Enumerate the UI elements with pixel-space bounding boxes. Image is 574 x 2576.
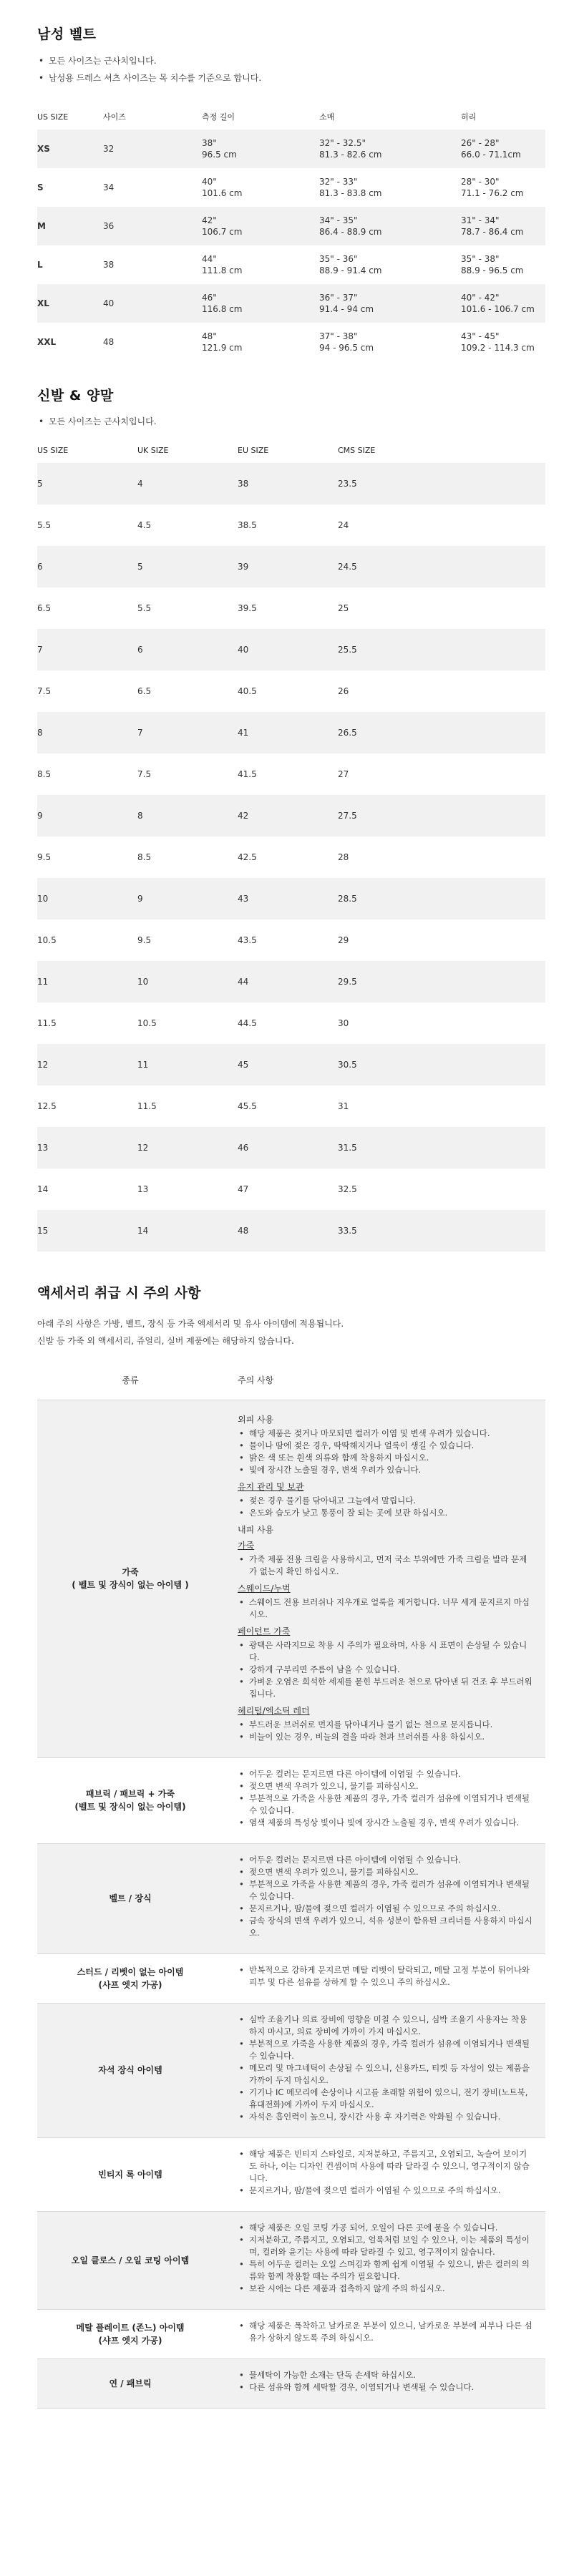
shoe-cell-eu: 40.5 (238, 686, 257, 696)
care-item: • 광택은 사라지므로 착용 시 주의가 필요하며, 사용 시 표면이 손상될 수 있습니다. (238, 1639, 534, 1664)
shoe-cell-eu: 39.5 (238, 603, 257, 613)
belt-cell-length: 48" 121.9 cm (202, 331, 243, 353)
care-item: • 반복적으로 강하게 문지르면 메탈 리벳이 탈락되고, 메탈 고정 부분이 튀어나와 피부 및 다른 섬유를 상하게 할 수 있으니 주의 하십시오. (238, 1964, 534, 1989)
care-list (238, 1964, 534, 1989)
shoe-header-cm: CMS SIZE (338, 446, 376, 455)
care-item: • 문지르거나, 땀/물에 젖으면 컬러가 이염될 수 있으므로 주의 하십시오. (238, 2185, 534, 2197)
care-subheading: 외피 사용 (238, 1414, 274, 1425)
belt-size-table (37, 112, 545, 361)
belt-header-length: 측정 길이 (202, 112, 235, 122)
shoe-cell-cm: 27 (338, 769, 349, 779)
shoe-row (37, 629, 545, 670)
shoe-cell-eu: 44 (238, 977, 249, 987)
care-list (238, 2320, 534, 2344)
belt-cell-us: 34 (103, 182, 115, 192)
shoe-size-table (37, 446, 545, 1252)
belt-cell-size: XS (37, 143, 50, 154)
care-list (238, 2369, 534, 2394)
care-item: • 해당 제품은 빈티지 스타일로, 지저분하고, 주름지고, 오염되고, 녹슬어 보이기도 하나, 이는 디자인 컨셉이며 사용에 따라 달라질 수 있으니, 영구적이지 않습니다. (238, 2148, 534, 2185)
shoe-cell-us: 6.5 (37, 603, 52, 613)
shoe-cell-eu: 42 (238, 811, 249, 821)
care-header-caution: 주의 사항 (223, 1367, 545, 1400)
shoe-cell-cm: 28 (338, 852, 349, 862)
shoe-cell-cm: 29.5 (338, 977, 357, 987)
shoes-notes (37, 413, 545, 430)
belt-cell-us: 36 (103, 220, 115, 231)
shoe-cell-cm: 30 (338, 1018, 349, 1028)
belt-row (37, 207, 545, 245)
care-body (223, 2309, 545, 2358)
belts-notes (37, 52, 545, 87)
care-item: • 물이나 땀에 젖은 경우, 딱딱해지거나 얼룩이 생길 수 있습니다. (238, 1440, 534, 1452)
shoe-cell-uk: 6 (137, 645, 143, 655)
shoe-cell-eu: 38.5 (238, 520, 257, 530)
care-body (223, 2358, 545, 2408)
belt-cell-sleeve: 34" - 35" 86.4 - 88.9 cm (319, 215, 382, 237)
belt-row (37, 245, 545, 284)
shoe-cell-us: 7.5 (37, 686, 52, 696)
belt-cell-length: 42" 106.7 cm (202, 215, 243, 237)
care-body (223, 2003, 545, 2137)
shoe-cell-us: 11 (37, 977, 49, 987)
care-item: • 스웨이드 전용 브러쉬나 지우개로 얼룩을 제거합니다. 너무 세게 문지르지 마십시오. (238, 1596, 534, 1621)
care-item: • 물세탁이 가능한 소재는 단독 손세탁 하십시오. (238, 2369, 534, 2381)
belt-row (37, 284, 545, 323)
shoe-cell-us: 7 (37, 645, 43, 655)
care-row (37, 2211, 545, 2309)
shoe-cell-us: 9.5 (37, 852, 52, 862)
care-kind: 메탈 플레이트 (존느) 아이템 (샤프 엣지 가공) (37, 2309, 223, 2358)
shoe-cell-uk: 8.5 (137, 852, 152, 862)
belt-cell-size: S (37, 182, 44, 192)
belt-cell-us: 40 (103, 298, 115, 308)
care-row (37, 1757, 545, 1843)
belt-cell-sleeve: 36" - 37" 91.4 - 94 cm (319, 292, 374, 314)
care-subheading: 가죽 (238, 1540, 255, 1551)
care-item: • 강하게 구부리면 주름이 남을 수 있습니다. (238, 1664, 534, 1676)
shoe-cell-cm: 29 (338, 935, 349, 945)
belt-cell-size: XL (37, 298, 49, 308)
shoe-cell-uk: 5.5 (137, 603, 152, 613)
care-item: • 가죽 제품 전용 크림을 사용하시고, 먼저 국소 부위에만 가죽 크림을 발라 문제가 없는지 확인 하십시오. (238, 1553, 534, 1578)
care-kind: 벨트 / 장식 (37, 1843, 223, 1953)
shoe-cell-uk: 8 (137, 811, 143, 821)
care-item: • 어두운 컬러는 문지르면 다른 아이템에 이염될 수 있습니다. (238, 1768, 534, 1780)
care-list (238, 1854, 534, 1939)
care-row (37, 1843, 545, 1953)
belt-row (37, 168, 545, 207)
belt-cell-us: 38 (103, 259, 115, 270)
shoe-cell-cm: 28.5 (338, 894, 357, 904)
care-body (223, 2211, 545, 2309)
shoe-cell-us: 6 (37, 562, 43, 572)
care-kind: 패브릭 / 패브릭 + 가죽 (벨트 및 장식이 없는 아이템) (37, 1757, 223, 1843)
care-body (223, 1400, 545, 1757)
shoe-cell-us: 10.5 (37, 935, 57, 945)
care-item: • 메모리 및 마그네틱이 손상될 수 있으니, 신용카드, 티켓 등 자성이 있는 제품을 가까이 두지 마십시오. (238, 2062, 534, 2087)
care-item: • 심박 조율기나 의료 장비에 영향을 미칠 수 있으니, 심박 조율기 사용자는 착용하지 마시고, 의료 장비에 가까이 가지 마십시오. (238, 2014, 534, 2038)
shoe-cell-eu: 38 (238, 479, 249, 489)
belt-row (37, 323, 545, 361)
shoe-cell-cm: 32.5 (338, 1184, 357, 1194)
care-row (37, 2003, 545, 2137)
shoe-cell-uk: 7.5 (137, 769, 152, 779)
care-item: • 특히 어두운 컬러는 오일 스며김과 함께 쉽게 이염될 수 있으니, 밝은 컬러의 의류와 함께 착용할 때는 주의가 필요합니다. (238, 2258, 534, 2283)
care-item: • 다른 섬유와 함께 세탁할 경우, 이염되거나 변색될 수 있습니다. (238, 2381, 534, 2394)
belt-cell-sleeve: 35" - 36" 88.9 - 91.4 cm (319, 253, 382, 275)
care-row (37, 2137, 545, 2211)
care-list (238, 1768, 534, 1829)
shoe-header-eu: EU SIZE (238, 446, 269, 455)
shoe-cell-eu: 45 (238, 1060, 249, 1070)
shoe-cell-cm: 31 (338, 1101, 349, 1111)
care-item: • 부분적으로 가죽을 사용한 제품의 경우, 가죽 컬러가 섬유에 이염되거나 변색될 수 있습니다. (238, 1878, 534, 1903)
shoe-cell-us: 14 (37, 1184, 49, 1194)
belt-cell-waist: 43" - 45" 109.2 - 114.3 cm (461, 331, 535, 353)
care-item: • 젖은 경우 물기를 닦아내고 그늘에서 말립니다. (238, 1495, 534, 1507)
care-item: • 젖으면 변색 우려가 있으니, 물기를 피하십시오. (238, 1780, 534, 1792)
care-kind: 연 / 패브릭 (37, 2358, 223, 2408)
care-list (238, 1428, 534, 1476)
belt-cell-size: XXL (37, 336, 57, 347)
shoe-row (37, 795, 545, 836)
belt-header-sleeve: 소매 (319, 112, 335, 122)
belt-cell-waist: 40" - 42" 101.6 - 106.7 cm (461, 292, 535, 314)
care-header-kind: 종류 (37, 1367, 223, 1400)
shoe-cell-us: 12.5 (37, 1101, 57, 1111)
belt-cell-sleeve: 37" - 38" 94 - 96.5 cm (319, 331, 374, 353)
shoe-row (37, 546, 545, 587)
care-item: • 어두운 컬러는 문지르면 다른 아이템에 이염될 수 있습니다. (238, 1854, 534, 1866)
care-body (223, 1843, 545, 1953)
belt-cell-length: 44" 111.8 cm (202, 253, 243, 275)
shoe-cell-eu: 40 (238, 645, 249, 655)
belt-cell-waist: 35" - 38" 88.9 - 96.5 cm (461, 253, 524, 275)
shoe-cell-eu: 42.5 (238, 852, 257, 862)
shoe-cell-us: 11.5 (37, 1018, 57, 1028)
care-kind: 가죽 ( 벨트 및 장식이 없는 아이템 ) (37, 1400, 223, 1757)
belt-table-header (37, 112, 545, 130)
shoe-cell-cm: 27.5 (338, 811, 357, 821)
shoe-cell-us: 5.5 (37, 520, 52, 530)
shoe-cell-us: 8.5 (37, 769, 52, 779)
shoe-cell-uk: 10 (137, 977, 149, 987)
belts-note: • 모든 사이즈는 근사치입니다. (37, 52, 545, 69)
shoe-cell-cm: 31.5 (338, 1143, 357, 1153)
belt-cell-length: 38" 96.5 cm (202, 137, 237, 160)
shoe-cell-uk: 13 (137, 1184, 149, 1194)
shoe-row (37, 1044, 545, 1085)
belts-note: • 남성용 드레스 셔츠 사이즈는 목 치수를 기준으로 합니다. (37, 69, 545, 87)
care-item: • 해당 제품은 폭착하고 날카로운 부분이 있으니, 날카로운 부분에 피부나 다른 섬유가 상하지 않도록 주의 하십시오. (238, 2320, 534, 2344)
care-item: • 비늘이 있는 경우, 비늘의 결을 따라 천과 브러쉬를 사용 하십시오. (238, 1731, 534, 1743)
shoe-cell-uk: 10.5 (137, 1018, 157, 1028)
shoe-cell-cm: 25.5 (338, 645, 357, 655)
care-row (37, 1953, 545, 2003)
shoe-row (37, 919, 545, 961)
shoe-row (37, 836, 545, 878)
shoe-cell-us: 12 (37, 1060, 49, 1070)
shoe-cell-uk: 11.5 (137, 1101, 157, 1111)
shoe-cell-uk: 12 (137, 1143, 149, 1153)
shoe-cell-uk: 4 (137, 479, 143, 489)
belt-row (37, 130, 545, 168)
shoe-cell-us: 10 (37, 894, 49, 904)
care-body (223, 2137, 545, 2211)
care-table-header (37, 1367, 545, 1400)
care-list (238, 1596, 534, 1621)
care-list (238, 1639, 534, 1700)
care-body (223, 1953, 545, 2003)
shoe-cell-eu: 41 (238, 728, 249, 738)
shoe-row (37, 961, 545, 1002)
shoe-cell-eu: 47 (238, 1184, 249, 1194)
care-item: • 금속 장식의 변색 우려가 있으니, 석유 성분이 함유된 크리너를 사용하지 마십시오. (238, 1915, 534, 1939)
care-item: • 부드러운 브러쉬로 먼지를 닦아내거나 물기 없는 천으로 문지릅니다. (238, 1719, 534, 1731)
shoe-cell-cm: 25 (338, 603, 349, 613)
shoe-row (37, 1002, 545, 1044)
shoe-cell-cm: 26 (338, 686, 349, 696)
care-item: • 지저분하고, 주름지고, 오염되고, 얼룩처럼 보일 수 있으나, 이는 제품의 특성이며, 컬러와 윤기는 사용에 따라 달라질 수 있고, 영구적이지 않습니다. (238, 2234, 534, 2258)
care-item: • 해당 제품은 오일 코팅 가공 되어, 오일이 다른 곳에 묻을 수 있습니다. (238, 2222, 534, 2234)
care-row (37, 2309, 545, 2358)
shoe-cell-eu: 43 (238, 894, 249, 904)
shoe-cell-uk: 9 (137, 894, 143, 904)
shoe-cell-us: 15 (37, 1226, 49, 1236)
shoe-row (37, 463, 545, 504)
belt-cell-us: 32 (103, 143, 115, 154)
care-subheading: 헤리털/엑소틱 레더 (238, 1705, 310, 1716)
belt-cell-waist: 28" - 30" 71.1 - 76.2 cm (461, 176, 524, 198)
care-kind: 자석 장식 아이템 (37, 2003, 223, 2137)
care-item: • 자석은 흡인력이 높으니, 장시간 사용 후 자기력은 약화될 수 있습니다. (238, 2111, 534, 2123)
care-kind: 빈티지 록 아이템 (37, 2137, 223, 2211)
care-table (37, 1367, 545, 2409)
care-item: • 염색 제품의 특성상 빛이나 빛에 장시간 노출될 경우, 변색 우려가 있습니다. (238, 1817, 534, 1829)
care-list (238, 1495, 534, 1519)
shoe-cell-us: 13 (37, 1143, 49, 1153)
belt-cell-length: 46" 116.8 cm (202, 292, 243, 314)
care-subheading: 페이턴트 가죽 (238, 1626, 291, 1636)
care-subheading: 내피 사용 (238, 1524, 274, 1535)
shoe-cell-cm: 30.5 (338, 1060, 357, 1070)
care-item: • 해당 제품은 젖거나 마모되면 컬러가 이염 및 변색 우려가 있습니다. (238, 1428, 534, 1440)
care-item: • 부분적으로 가죽을 사용한 제품의 경우, 가죽 컬러가 섬유에 이염되거나 변색될 수 있습니다. (238, 2038, 534, 2062)
shoe-row (37, 1085, 545, 1127)
shoe-row (37, 878, 545, 919)
shoe-cell-cm: 26.5 (338, 728, 357, 738)
shoe-row (37, 712, 545, 753)
care-list (238, 1719, 534, 1743)
care-item: • 온도와 습도가 낮고 통풍이 잘 되는 곳에 보관 하십시오. (238, 1507, 534, 1519)
belt-cell-us: 48 (103, 336, 115, 347)
shoe-row (37, 587, 545, 629)
belt-cell-size: L (37, 259, 43, 270)
shoe-cell-uk: 9.5 (137, 935, 152, 945)
shoe-cell-uk: 14 (137, 1226, 149, 1236)
shoe-cell-uk: 7 (137, 728, 143, 738)
shoe-cell-eu: 46 (238, 1143, 249, 1153)
care-item: • 가벼운 오염은 희석한 세제를 묻힌 부드러운 천으로 닦아낸 뒤 건조 후 부드러워집니다. (238, 1676, 534, 1700)
shoe-cell-us: 5 (37, 479, 43, 489)
shoe-cell-us: 8 (37, 728, 43, 738)
shoe-cell-cm: 24 (338, 520, 349, 530)
shoe-cell-cm: 33.5 (338, 1226, 357, 1236)
belts-title: 남성 벨트 (37, 26, 97, 42)
shoe-row (37, 670, 545, 712)
shoe-cell-eu: 48 (238, 1226, 249, 1236)
belt-header-size: 사이즈 (103, 112, 126, 122)
care-body (223, 1757, 545, 1843)
care-subheading: 스웨이드/누벅 (238, 1583, 291, 1594)
shoe-row (37, 1210, 545, 1252)
care-subheading: 유지 관리 및 보관 (238, 1481, 304, 1492)
shoe-cell-eu: 39 (238, 562, 249, 572)
shoe-row (37, 753, 545, 795)
belt-cell-waist: 31" - 34" 78.7 - 86.4 cm (461, 215, 524, 237)
shoes-note: • 모든 사이즈는 근사치입니다. (37, 413, 545, 430)
care-list (238, 2014, 534, 2123)
care-item: • 보관 시에는 다른 제품과 접촉하지 않게 주의 하십시오. (238, 2283, 534, 2295)
care-row (37, 2358, 545, 2408)
care-item: • 기기나 IC 메모리에 손상이나 시고를 초래할 위험이 있으니, 전기 장비(노트북, 휴대전화)에 가까이 두지 마십시오. (238, 2087, 534, 2111)
care-list (238, 2148, 534, 2197)
shoe-cell-cm: 23.5 (338, 479, 357, 489)
shoe-cell-cm: 24.5 (338, 562, 357, 572)
shoe-cell-uk: 4.5 (137, 520, 152, 530)
care-title: 액세서리 취급 시 주의 사항 (37, 1285, 201, 1301)
care-row (37, 1400, 545, 1757)
shoe-row (37, 1169, 545, 1210)
shoes-title: 신발 & 양말 (37, 387, 114, 404)
care-kind: 오일 클로스 / 오일 코팅 아이템 (37, 2211, 223, 2309)
shoe-cell-us: 9 (37, 811, 43, 821)
care-item: • 문지르거나, 땀/물에 젖으면 컬러가 이염될 수 있으므로 주의 하십시오. (238, 1903, 534, 1915)
shoe-header-us: US SIZE (37, 446, 69, 455)
care-item: • 빛에 장시간 노출될 경우, 변색 우려가 있습니다. (238, 1464, 534, 1476)
shoe-row (37, 1127, 545, 1169)
shoe-cell-eu: 45.5 (238, 1101, 257, 1111)
belt-cell-waist: 26" - 28" 66.0 - 71.1cm (461, 137, 521, 160)
belt-cell-length: 40" 101.6 cm (202, 176, 243, 198)
belt-cell-sleeve: 32" - 32.5" 81.3 - 82.6 cm (319, 137, 382, 160)
belt-header-waist: 허리 (461, 112, 477, 122)
shoe-cell-uk: 6.5 (137, 686, 152, 696)
shoe-table-header (37, 446, 545, 463)
care-intro-line: 신발 등 가죽 외 액세서리, 쥬얼리, 실버 제품에는 해당하지 않습니다. (37, 1335, 294, 1346)
care-list (238, 2222, 534, 2295)
care-item: • 젖으면 변색 우려가 있으니, 물기를 피하십시오. (238, 1866, 534, 1878)
shoe-cell-uk: 11 (137, 1060, 149, 1070)
care-item: • 밝은 색 또는 흰색 의류와 함께 착용하지 마십시오. (238, 1452, 534, 1464)
shoe-row (37, 504, 545, 546)
belt-cell-sleeve: 32" - 33" 81.3 - 83.8 cm (319, 176, 382, 198)
belt-cell-size: M (37, 220, 46, 231)
shoe-header-uk: UK SIZE (137, 446, 169, 455)
shoe-cell-uk: 5 (137, 562, 143, 572)
care-kind: 스터드 / 리벳이 없는 아이템 (사프 엣지 가공) (37, 1953, 223, 2003)
shoe-cell-eu: 43.5 (238, 935, 257, 945)
belt-header-us-size: US SIZE (37, 112, 69, 122)
care-intro (37, 1315, 545, 1350)
care-item: • 부분적으로 가죽을 사용한 제품의 경우, 가죽 컬러가 섬유에 이염되거나 변색될 수 있습니다. (238, 1792, 534, 1817)
shoe-cell-eu: 41.5 (238, 769, 257, 779)
shoe-cell-eu: 44.5 (238, 1018, 257, 1028)
care-intro-line: 아래 주의 사항은 가방, 벨트, 장식 등 가죽 액세서리 및 유사 아이템에 적용됩니다. (37, 1318, 344, 1329)
care-list (238, 1553, 534, 1578)
